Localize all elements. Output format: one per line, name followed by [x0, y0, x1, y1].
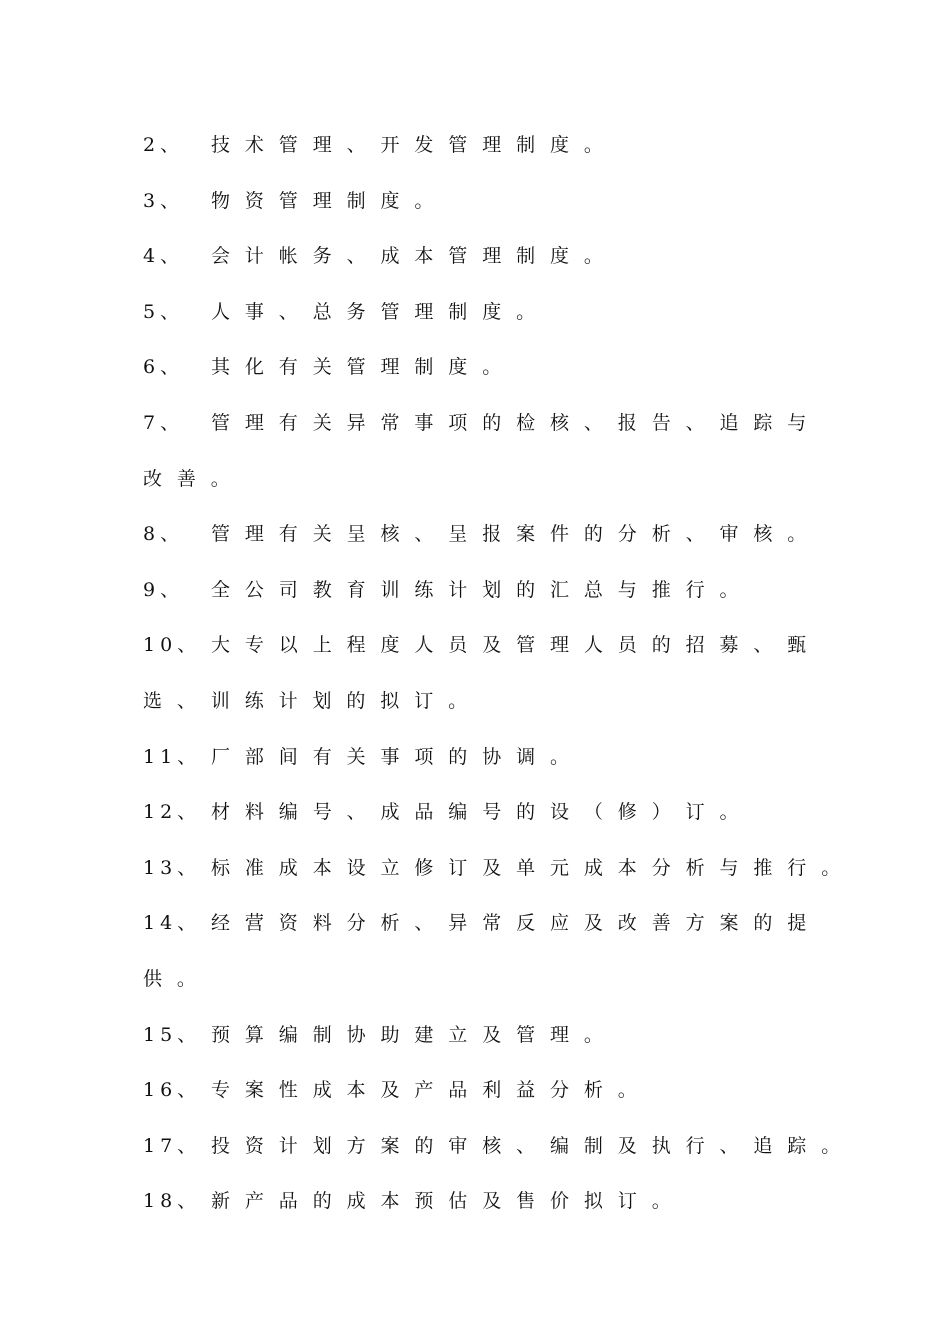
- item-text: 厂部间有关事项的协调。: [211, 746, 584, 768]
- item-text: 技术管理、开发管理制度。: [211, 134, 618, 156]
- item-number: 14、: [143, 912, 202, 934]
- item-text: 投资计划方案的审核、编制及执行、追踪。: [211, 1135, 856, 1157]
- item-text: 物资管理制度。: [211, 190, 449, 212]
- item-number: 15、: [143, 1024, 202, 1046]
- item-text: 大专以上程度人员及管理人员的招募、甄: [211, 634, 822, 656]
- list-item: [143, 908, 843, 938]
- item-text: 其化有关管理制度。: [211, 356, 517, 378]
- item-number: 7、: [143, 412, 185, 434]
- list-item: [143, 1020, 843, 1050]
- list-item: [143, 575, 843, 605]
- item-number: 18、: [143, 1190, 202, 1212]
- item-number: 3、: [143, 190, 185, 212]
- list-item: [143, 1075, 843, 1105]
- item-number: 8、: [143, 523, 185, 545]
- list-item: [143, 241, 843, 271]
- list-item: [143, 1131, 856, 1161]
- list-item: [143, 519, 843, 549]
- item-number: 13、: [143, 857, 202, 879]
- list-item: [143, 630, 843, 660]
- item-number: 9、: [143, 579, 185, 601]
- item-text: 材料编号、成品编号的设（修）订。: [211, 801, 754, 823]
- item-number: 11、: [143, 746, 202, 768]
- item-text: 专案性成本及产品利益分析。: [211, 1079, 652, 1101]
- item-number: 6、: [143, 356, 185, 378]
- item-number: 17、: [143, 1135, 202, 1157]
- item-text: 全公司教育训练计划的汇总与推行。: [211, 579, 754, 601]
- item-number: 12、: [143, 801, 202, 823]
- list-item: [143, 352, 843, 382]
- item-number: 10、: [143, 634, 202, 656]
- item-text: 管理有关呈核、呈报案件的分析、审核。: [211, 523, 822, 545]
- item-text: 标准成本设立修订及单元成本分析与推行。: [211, 857, 856, 879]
- list-item: [143, 408, 843, 438]
- list-item: [143, 186, 843, 216]
- item-number: 5、: [143, 301, 185, 323]
- item-number: 2、: [143, 134, 185, 156]
- list-item: [143, 1186, 843, 1216]
- list-item: [143, 853, 856, 883]
- item-number: 4、: [143, 245, 185, 267]
- item-number: 16、: [143, 1079, 202, 1101]
- item-text: 人事、总务管理制度。: [211, 301, 551, 323]
- item-continuation: 改善。: [143, 468, 245, 490]
- list-item: [143, 797, 843, 827]
- item-text: 会计帐务、成本管理制度。: [211, 245, 618, 267]
- item-text: 预算编制协助建立及管理。: [211, 1024, 618, 1046]
- list-item: [143, 297, 843, 327]
- item-text: 经营资料分析、异常反应及改善方案的提: [211, 912, 822, 934]
- list-item: [143, 742, 843, 772]
- item-text: 管理有关异常事项的检核、报告、追踪与: [211, 412, 822, 434]
- item-text: 新产品的成本预估及售价拟订。: [211, 1190, 686, 1212]
- list-item: [143, 130, 843, 160]
- item-continuation: 选、训练计划的拟订。: [143, 690, 483, 712]
- item-continuation: 供。: [143, 968, 211, 990]
